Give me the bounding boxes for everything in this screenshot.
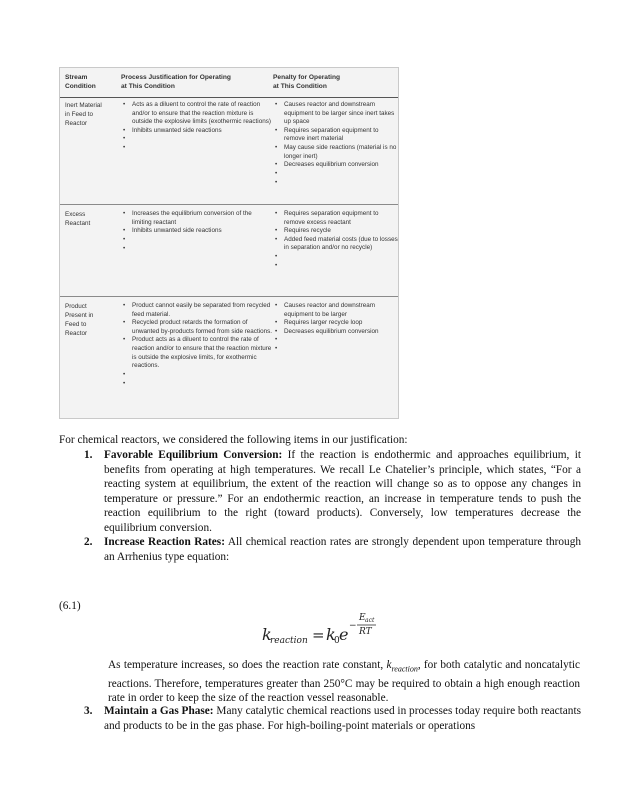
list-item [121,245,272,254]
item-number: 3. [84,705,93,717]
list-item: • Decreases equilibrium conversion [273,328,398,337]
list-item: • Requires recycle [273,227,398,236]
list-item [273,253,398,262]
eq-activation-energy: E [359,613,366,623]
list-item [273,345,398,354]
justification-list [121,210,272,254]
eq-equals: = [312,626,325,644]
list-item [121,371,272,380]
eq-k0: k [326,625,336,644]
eq-act-subscript: act [365,617,375,624]
list-item [121,144,272,153]
inline-k: k [386,659,392,671]
row-condition: Product Present in Feed to Reactor [65,303,94,337]
list-item: • May cause side reactions (material is no longer inert) [273,144,398,161]
header-stream-condition: Stream Condition [65,74,96,90]
list-item-reaction-rates [84,535,581,564]
list-item: • Decreases equilibrium conversion [273,161,398,170]
list-item: • Inhibits unwanted side reactions [121,127,272,136]
post-equation-paragraph [108,658,580,706]
list-item: • Added feed material costs (due to losses in separation and/or no recycle) [273,236,398,253]
list-item [121,135,272,144]
list-item: • Requires separation equipment to remove inert material [273,127,398,144]
item-title: Favorable Equilibrium Conversion: [104,449,283,461]
list-item [273,179,398,188]
list-item: • Requires larger recycle loop [273,319,398,328]
row-divider [60,204,398,205]
row-condition: Inert Material in Feed to Reactor [65,102,102,127]
post-text-after: , for both catalytic and noncatalytic reactions. Therefore, temperatures greater than 250°C may be required to obtain a high enough reaction rate in order to keep the size of the reaction vessel reasonable. [108,659,581,705]
eq-e: e [339,625,349,644]
eq-k0-subscript: 0 [334,636,340,646]
eq-minus: − [349,621,357,631]
list-item [273,170,398,179]
list-item: • Product cannot easily be separated from recycled feed material. [121,302,272,319]
penalty-list [273,302,398,354]
eq-rt: RT [359,627,372,637]
item-title: Increase Reaction Rates: [104,536,225,548]
arrhenius-equation [262,610,382,650]
list-item: • Recycled product retards the formation of unwanted by-products formed from side reactions. [121,319,272,336]
list-item: • Product acts as a diluent to control the rate of reaction and/or to ensure that the reaction mixture is outside the explosive limits, for exothermic reactions. [121,336,272,370]
eq-k: k [262,625,272,644]
table-row [60,101,398,188]
list-item-favorable-equilibrium [84,448,581,536]
row-divider [60,296,398,297]
item-number: 1. [84,449,93,461]
inline-k-subscript: reaction [391,664,418,674]
equation-number: (6.1) [59,600,81,612]
list-item [273,336,398,345]
item-number: 2. [84,536,93,548]
list-item: • Causes reactor and downstream equipment to be larger since inert takes up space [273,101,398,127]
penalty-list [273,101,398,188]
list-item: • Requires separation equipment to remove excess reactant [273,210,398,227]
item-text: Many catalytic chemical reactions used in processes today require both reactants and products to be in the gas phase. For high-boiling-point materials or operations [104,705,581,732]
list-item: • Acts as a diluent to control the rate of reaction and/or to ensure that the reaction mixture is outside the explosive limits (exothermic reactions) [121,101,272,127]
item-text: If the reaction is endothermic and approaches equilibrium, it benefits from operating at high temperatures. We recall Le Chatelier’s principle, which states, “For a reacting system at equilibrium, the extent of the reaction will change so as to oppose any changes in temperature or pressure.” For an endothermic reaction, an increase in temperature tends to push the reaction equilibrium to the right (toward products). Conversely, low temperatures decrease the equilibrium conversion. [104,449,581,534]
justification-list [121,302,272,389]
intro-paragraph: For chemical reactors, we considered the following items in our justification: [59,434,408,446]
list-item-gas-phase [84,704,581,733]
header-penalty: Penalty for Operating at This Condition [273,74,341,90]
table-header-row [60,68,398,98]
table-row [60,302,398,389]
list-item [273,262,398,271]
list-item: • Inhibits unwanted side reactions [121,227,272,236]
header-process-justification: Process Justification for Operating at This Condition [121,74,231,90]
eq-k-subscript: reaction [270,636,308,646]
list-item: • Increases the equilibrium conversion of the limiting reactant [121,210,272,227]
post-text-before: As temperature increases, so does the reaction rate constant, [108,659,387,671]
penalty-list [273,210,398,271]
justification-list [121,101,272,153]
item-title: Maintain a Gas Phase: [104,705,214,717]
row-condition: Excess Reactant [65,211,91,227]
table-row [60,210,398,271]
list-item [121,380,272,389]
list-item [121,236,272,245]
reactor-conditions-table [59,67,399,419]
list-item: • Causes reactor and downstream equipment to be larger [273,302,398,319]
item-text: All chemical reaction rates are strongly dependent upon temperature through an Arrhenius type equation: [104,536,581,563]
